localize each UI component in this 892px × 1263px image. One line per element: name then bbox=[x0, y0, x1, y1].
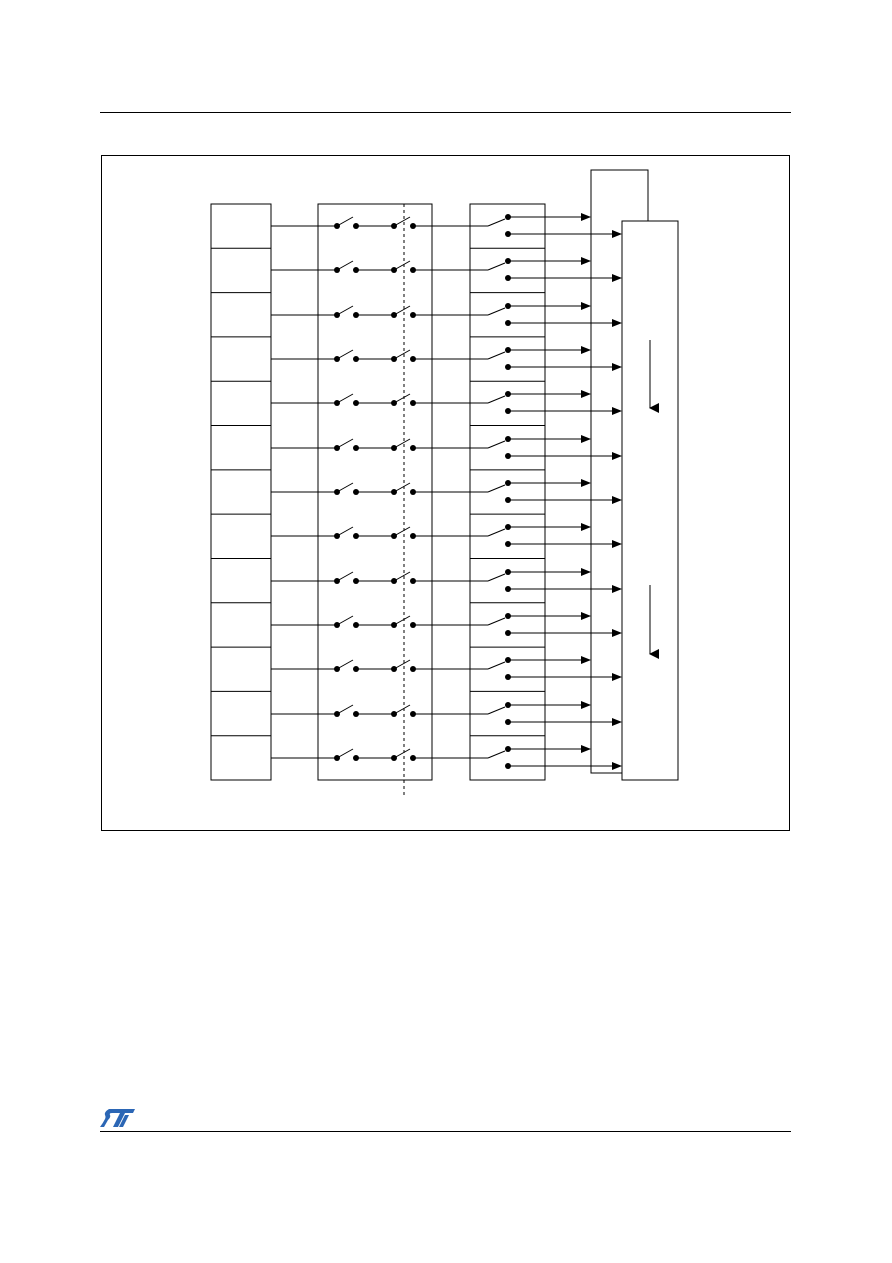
bus-block-lower bbox=[622, 221, 678, 780]
switch-blade bbox=[337, 261, 353, 270]
footer-rule bbox=[100, 1131, 791, 1132]
switch-blade bbox=[337, 483, 353, 492]
changeover-blade bbox=[488, 263, 505, 270]
switch-blade bbox=[394, 306, 410, 315]
switch-blade bbox=[337, 705, 353, 714]
changeover-blade bbox=[488, 441, 505, 448]
switch-blade bbox=[337, 306, 353, 315]
switch-blade bbox=[394, 527, 410, 536]
switch-blade bbox=[394, 616, 410, 625]
switch-blade bbox=[337, 439, 353, 448]
changeover-blade bbox=[488, 662, 505, 669]
changeover-blade bbox=[488, 751, 505, 758]
st-logo-icon bbox=[99, 1106, 139, 1130]
switch-blade bbox=[394, 217, 410, 226]
switch-blade bbox=[337, 527, 353, 536]
switch-blade bbox=[337, 572, 353, 581]
switch-blade bbox=[394, 439, 410, 448]
changeover-blade bbox=[488, 529, 505, 536]
switch-blade bbox=[394, 705, 410, 714]
changeover-blade bbox=[488, 308, 505, 315]
switch-blade bbox=[337, 660, 353, 669]
switch-blade bbox=[337, 217, 353, 226]
changeover-blade bbox=[488, 219, 505, 226]
changeover-blade bbox=[488, 707, 505, 714]
changeover-blade bbox=[488, 574, 505, 581]
switch-blade bbox=[394, 483, 410, 492]
switch-blade bbox=[337, 394, 353, 403]
changeover-blade bbox=[488, 618, 505, 625]
switch-blade bbox=[337, 749, 353, 758]
changeover-blade bbox=[488, 396, 505, 403]
switch-blade bbox=[337, 350, 353, 359]
changeover-blade bbox=[488, 352, 505, 359]
changeover-blade bbox=[488, 485, 505, 492]
switch-blade bbox=[394, 572, 410, 581]
switch-blade bbox=[337, 616, 353, 625]
switch-blade bbox=[394, 261, 410, 270]
cell-stack-block bbox=[211, 204, 271, 780]
switch-blade bbox=[394, 749, 410, 758]
switch-blade bbox=[394, 660, 410, 669]
switch-blade bbox=[394, 350, 410, 359]
switch-blade bbox=[394, 394, 410, 403]
